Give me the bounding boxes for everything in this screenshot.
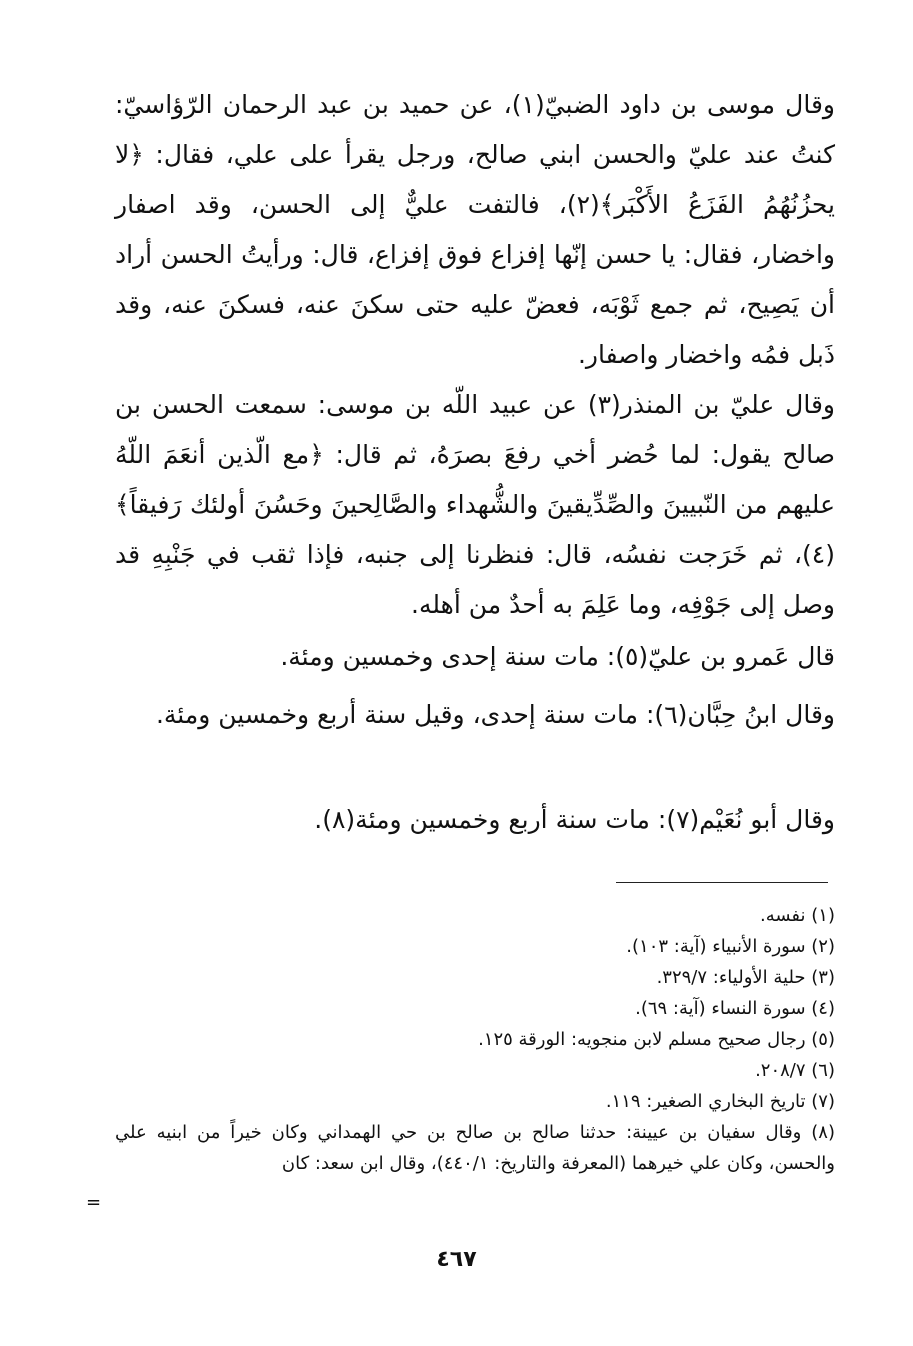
paragraph-musa-ibn-dawud: وقال موسى بن داود الضبيّ(١)، عن حميد بن عبد الرحمان الرّؤاسيّ: كنتُ عند عليّ والحسن ابني صالح، ورجل يقرأ على علي، فقال: ﴿لا يحزُنُهُمُ الفَزَعُ الأَكْبَر﴾(٢)، فالتفت عليٌّ إلى الحسن، وقد اصفار واخضار، فقال: يا حسن إنّها إفزاع فوق إفزاع، قال: ورأيتُ الحسن أراد أن يَصِيح، ثم جمع ثَوْبَه، فعضّ عليه حتى سكنَ عنه، فسكنَ عنه، وقد ذَبل فمُه واخضار واصفار. (115, 90, 836, 369)
paragraph-abu-nuaym: وقال أبو نُعَيْم(٧): مات سنة أربع وخمسين ومئة(٨). (314, 805, 835, 834)
page-number: ٤٦٧ (436, 1247, 477, 1272)
paragraph-amr-ibn-ali: قال عَمرو بن عليّ(٥): مات سنة إحدى وخمسين ومئة. (280, 642, 835, 671)
paragraph-ibn-hibban: وقال ابنُ حِبَّان(٦): مات سنة إحدى، وقيل سنة أربع وخمسين ومئة. (155, 700, 835, 729)
footnote-6: (٦) ٢٠٨/٧. (755, 1060, 835, 1081)
footnotes (115, 900, 835, 1179)
footnote-4: (٤) سورة النساء (آية: ٦٩). (635, 998, 835, 1019)
footnote-7: (٧) تاريخ البخاري الصغير: ١١٩. (605, 1091, 835, 1112)
footnote-5: (٥) رجال صحيح مسلم لابن منجويه: الورقة ١٢٥. (478, 1029, 835, 1050)
footnote-3: (٣) حلية الأولياء: ٣٢٩/٧. (656, 967, 835, 988)
footnote-separator (616, 882, 828, 883)
continuation-mark: = (86, 1192, 102, 1213)
footnote-8: (٨) وقال سفيان بن عيينة: حدثنا صالح بن صالح بن حي الهمداني وكان خيراً من ابنيه علي والحسن، وكان علي خيرهما (المعرفة والتاريخ: ٤٤٠/١)، وقال ابن سعد: كان (115, 1122, 835, 1174)
footnote-1: (١) نفسه. (760, 905, 835, 926)
footnote-2: (٢) سورة الأنبياء (آية: ١٠٣). (626, 936, 835, 957)
paragraph-ali-ibn-almundhir: وقال عليّ بن المنذر(٣) عن عبيد اللّه بن موسى: سمعت الحسن بن صالح يقول: لما حُضر أخي رفعَ بصرَهُ، ثم قال: ﴿مع الّذين أنعَمَ اللّهُ عليهم من النّبيينَ والصِّدِّيقينَ والشُّهداء والصَّالِحينَ وحَسُنَ أولئك رَفيقاً﴾(٤)، ثم خَرَجت نفسُه، قال: فنظرنا إلى جنبه، فإذا ثقب في جَنْبِهِ قد وصل إلى جَوْفِه، وما عَلِمَ به أحدٌ من أهله. (115, 390, 835, 619)
